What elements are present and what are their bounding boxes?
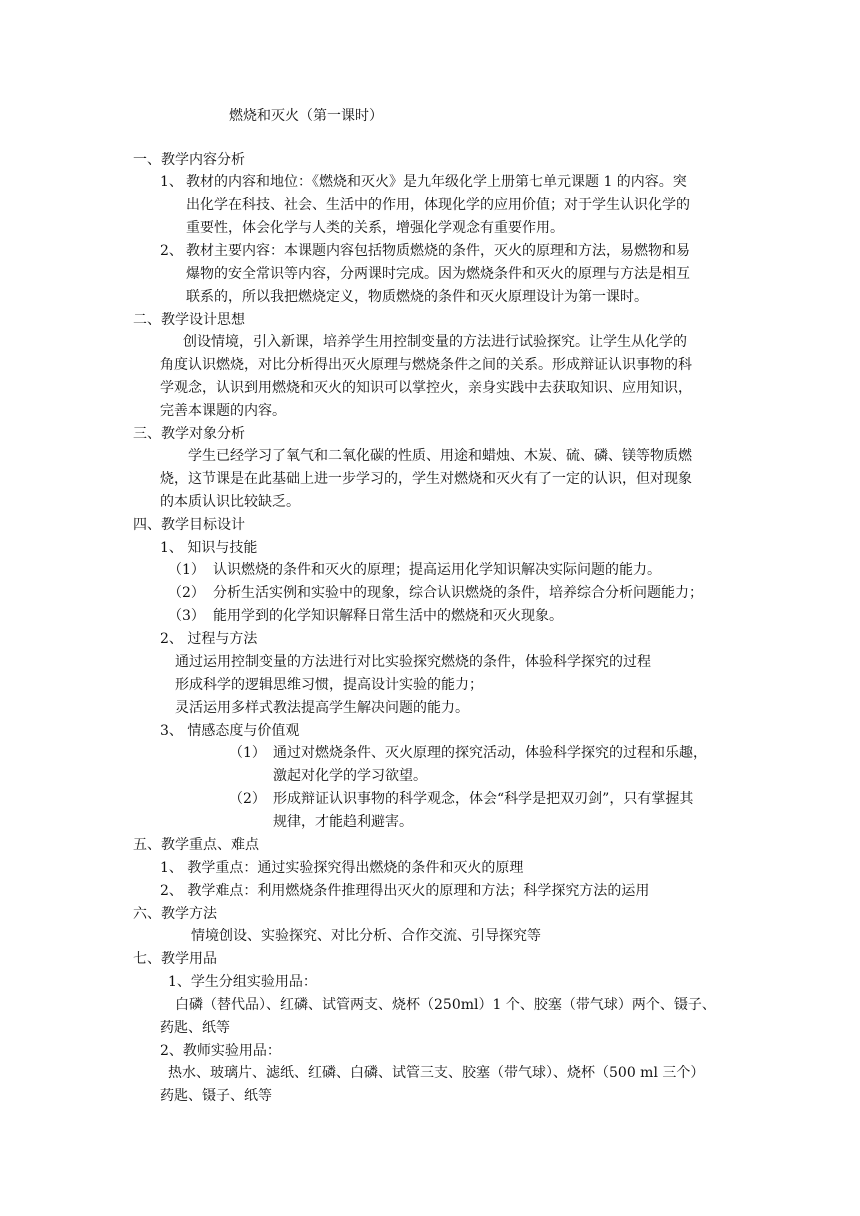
paragraph-line: 出化学在科技、社会、生活中的作用，体现化学的应用价值；对于学生认识化学的 (186, 197, 690, 213)
paragraph-line: 角度认识燃烧，对比分析得出灭火原理与燃烧条件之间的关系。形成辩证认识事物的科 (160, 357, 692, 373)
list-number: （1） (168, 562, 205, 578)
paragraph-line: 热水、玻璃片、滤纸、红磷、白磷、试管三支、胶塞（带气球）、烧杯（500 ml 三个） (168, 1065, 705, 1081)
list-number: （2） (168, 585, 205, 601)
list-item-text: 1、 教学重点：通过实验探究得出燃烧的条件和灭火的原理 (160, 860, 524, 876)
section-heading-materials: 七、教学用品 (133, 951, 217, 967)
paragraph-line: 形成科学的逻辑思维习惯，提高设计实验的能力； (175, 677, 483, 693)
paragraph-line: 重要性，体会化学与人类的关系，增强化学观念有重要作用。 (186, 220, 564, 236)
paragraph-line: 爆物的安全常识等内容，分两课时完成。因为燃烧条件和灭火的原理与方法是相互 (186, 266, 690, 282)
section-heading-methods: 六、教学方法 (133, 906, 217, 922)
list-item-text: 形成辩证认识事物的科学观念，体会“科学是把双刃剑”，只有掌握其 (273, 791, 694, 807)
subsection-title: 2、 过程与方法 (160, 631, 258, 647)
paragraph-line: 创设情境，引入新课，培养学生用控制变量的方法进行试验探究。让学生从化学的 (183, 334, 687, 350)
paragraph-line: 完善本课题的内容。 (160, 403, 286, 419)
paragraph-line: 药匙、纸等 (160, 1020, 230, 1036)
list-item-text: 规律，才能趋利避害。 (273, 814, 413, 830)
paragraph-line: 药匙、镊子、纸等 (160, 1088, 272, 1104)
list-item-text: 认识燃烧的条件和灭火的原理；提高运用化学知识解决实际问题的能力。 (213, 562, 661, 578)
list-item-text: 通过对燃烧条件、灭火原理的探究活动，体验科学探究的过程和乐趣， (273, 745, 707, 761)
list-number: （1） (229, 745, 266, 761)
list-number: （2） (229, 791, 266, 807)
paragraph-line: 白磷（替代品）、红磷、试管两支、烧杯（250ml）1 个、胶塞（带气球）两个、镊子、 (175, 997, 716, 1013)
subsection-title: 3、 情感态度与价值观 (160, 723, 300, 739)
list-item-text: 激起对化学的学习欲望。 (273, 768, 427, 784)
list-item-text: 2、 教学难点：利用燃烧条件推理得出灭火的原理和方法；科学探究方法的运用 (160, 883, 650, 899)
subsection-title: 2、教师实验用品： (160, 1043, 281, 1059)
section-heading-audience-analysis: 三、教学对象分析 (133, 426, 245, 442)
subsection-title: 1、 知识与技能 (160, 540, 258, 556)
list-number: 2、 (160, 243, 183, 259)
section-heading-key-points: 五、教学重点、难点 (133, 837, 259, 853)
paragraph-line: 烧，这节课是在此基础上进一步学习的，学生对燃烧和灭火有了一定的认识，但对现象 (160, 471, 692, 487)
list-item-text: 能用学到的化学知识解释日常生活中的燃烧和灭火现象。 (213, 608, 563, 624)
paragraph-line: 灵活运用多样式教法提高学生解决问题的能力。 (175, 700, 469, 716)
list-number: （3） (168, 608, 205, 624)
list-item-text: 分析生活实例和实验中的现象，综合认识燃烧的条件，培养综合分析问题能力； (213, 585, 703, 601)
list-number: 1、 (160, 174, 183, 190)
section-heading-design-idea: 二、教学设计思想 (133, 312, 245, 328)
subsection-title: 1、学生分组实验用品： (168, 974, 317, 990)
paragraph-line: 教材的内容和地位：《燃烧和灭火》是九年级化学上册第七单元课题 1 的内容。突 (186, 174, 687, 190)
section-heading-objectives: 四、教学目标设计 (133, 517, 245, 533)
paragraph-line: 情境创设、实验探究、对比分析、合作交流、引导探究等 (191, 928, 541, 944)
document-title: 燃烧和灭火（第一课时） (229, 108, 383, 124)
paragraph-line: 联系的，所以我把燃烧定义，物质燃烧的条件和灭火原理设计为第一课时。 (186, 289, 648, 305)
paragraph-line: 学观念，认识到用燃烧和灭火的知识可以掌控火，亲身实践中去获取知识、应用知识， (160, 380, 692, 396)
section-heading-content-analysis: 一、教学内容分析 (133, 152, 245, 168)
paragraph-line: 教材主要内容：本课题内容包括物质燃烧的条件，灭火的原理和方法，易燃物和易 (186, 243, 690, 259)
paragraph-line: 的本质认识比较缺乏。 (160, 494, 300, 510)
paragraph-line: 通过运用控制变量的方法进行对比实验探究燃烧的条件，体验科学探究的过程 (175, 654, 651, 670)
paragraph-line: 学生已经学习了氧气和二氧化碳的性质、用途和蜡烛、木炭、硫、磷、镁等物质燃 (188, 448, 692, 464)
